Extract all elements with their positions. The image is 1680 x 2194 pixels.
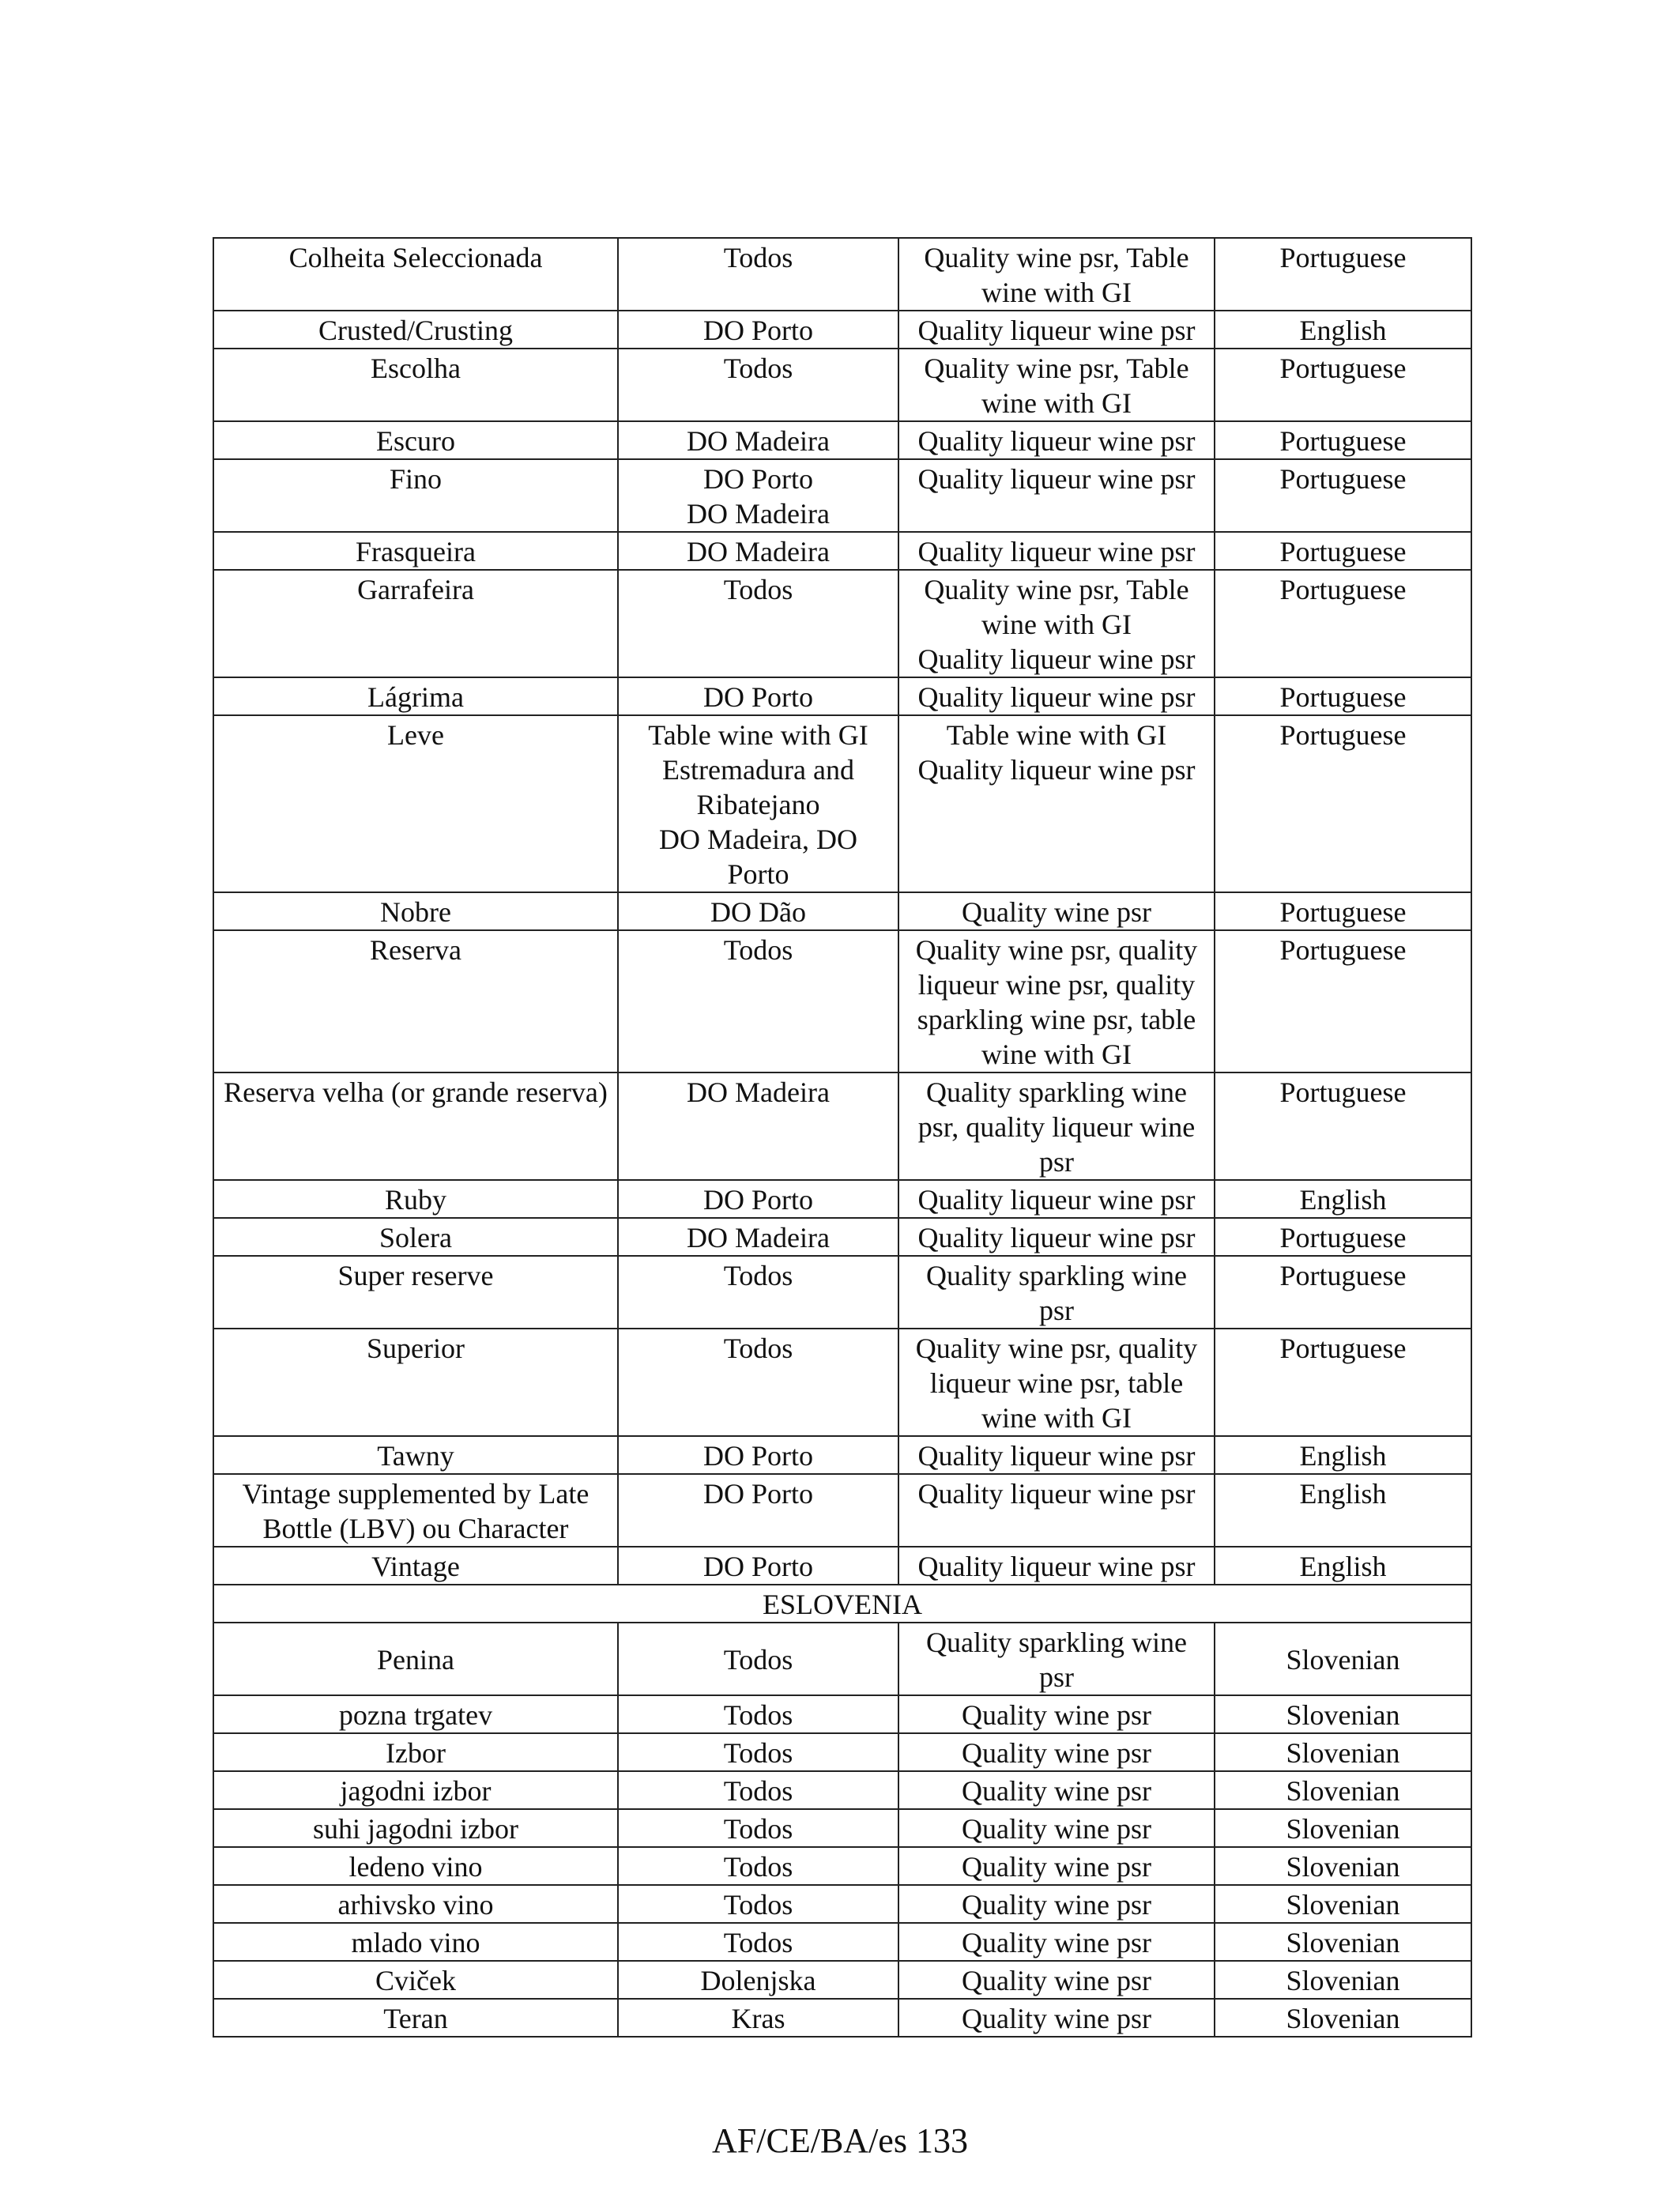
language-cell	[1215, 1474, 1471, 1547]
cell-line: Quality liqueur wine psr	[917, 315, 1196, 346]
category-cell	[898, 459, 1215, 532]
term-cell	[213, 1623, 618, 1695]
category-cell	[898, 421, 1215, 459]
applies-to-cell	[618, 311, 898, 349]
category-cell	[898, 1695, 1215, 1733]
table-row	[213, 459, 1471, 532]
category-cell	[898, 1436, 1215, 1474]
cell-line: Reserva velha (or grande reserva)	[224, 1076, 608, 1108]
language-cell	[1215, 1072, 1471, 1180]
language-cell	[1215, 1771, 1471, 1809]
cell-line: Quality wine psr	[962, 2003, 1151, 2034]
term-cell	[213, 1771, 618, 1809]
cell-line: Quality wine psr, quality liqueur wine psr, table wine with GI	[915, 1333, 1198, 1434]
category-cell	[898, 1733, 1215, 1771]
language-cell	[1215, 311, 1471, 349]
table-row	[213, 1695, 1471, 1733]
table-row	[213, 892, 1471, 930]
cell-line: Todos	[723, 1333, 793, 1364]
cell-line: Quality liqueur wine psr	[917, 1184, 1196, 1216]
cell-line: Escolha	[371, 352, 461, 384]
applies-to-cell	[618, 677, 898, 715]
category-cell	[898, 892, 1215, 930]
table-row	[213, 715, 1471, 892]
table-row	[213, 1623, 1471, 1695]
table-row	[213, 1072, 1471, 1180]
language-cell	[1215, 1695, 1471, 1733]
slovenia-section-heading-row	[213, 1585, 1471, 1623]
cell-line: Portuguese	[1279, 1076, 1407, 1108]
language-cell	[1215, 1256, 1471, 1329]
language-cell	[1215, 1436, 1471, 1474]
cell-line: Todos	[723, 1737, 793, 1769]
category-cell	[898, 1885, 1215, 1923]
term-cell	[213, 349, 618, 421]
language-cell	[1215, 1218, 1471, 1256]
cell-line: Slovenian	[1286, 1889, 1400, 1921]
language-cell	[1215, 532, 1471, 570]
cell-line: DO Porto	[703, 1551, 813, 1582]
applies-to-cell	[618, 1436, 898, 1474]
table-row	[213, 1809, 1471, 1847]
cell-line: Quality liqueur wine psr	[917, 463, 1196, 495]
cell-line: Fino	[389, 463, 443, 495]
cell-line: Quality wine psr	[962, 1699, 1151, 1731]
cell-line: DO Porto	[703, 463, 813, 495]
term-cell	[213, 1733, 618, 1771]
category-cell	[898, 1847, 1215, 1885]
language-cell	[1215, 1547, 1471, 1585]
cell-line: Quality wine psr	[962, 1775, 1151, 1807]
cell-line: Quality wine psr	[962, 1965, 1151, 1996]
term-cell	[213, 1547, 618, 1585]
language-cell	[1215, 349, 1471, 421]
cell-line: Todos	[723, 1260, 793, 1291]
cell-line: DO Madeira	[687, 425, 830, 457]
cell-line: Portuguese	[1279, 1333, 1407, 1364]
cell-line: Portuguese	[1279, 242, 1407, 273]
category-cell	[898, 1329, 1215, 1436]
cell-line: pozna trgatev	[338, 1699, 493, 1731]
table-row	[213, 570, 1471, 677]
cell-line: Todos	[723, 1699, 793, 1731]
applies-to-cell	[618, 1885, 898, 1923]
category-cell	[898, 1474, 1215, 1547]
language-cell	[1215, 892, 1471, 930]
category-cell	[898, 1180, 1215, 1218]
applies-to-cell	[618, 1329, 898, 1436]
table-row	[213, 238, 1471, 311]
category-cell	[898, 570, 1215, 677]
applies-to-cell	[618, 1771, 898, 1809]
cell-line: Quality sparkling wine psr	[926, 1627, 1187, 1693]
term-cell	[213, 1809, 618, 1847]
cell-line: DO Porto	[703, 315, 813, 346]
cell-line: Portuguese	[1279, 536, 1407, 567]
cell-line: Todos	[723, 1927, 793, 1958]
cell-line: Quality liqueur wine psr	[917, 643, 1196, 675]
cell-line: Portuguese	[1279, 1222, 1407, 1253]
table-row	[213, 1999, 1471, 2037]
cell-line: Quality wine psr	[962, 1737, 1151, 1769]
term-cell	[213, 1329, 618, 1436]
cell-line: Izbor	[386, 1737, 446, 1769]
cell-line: English	[1299, 1478, 1387, 1510]
cell-line: Cviček	[375, 1965, 456, 1996]
cell-line: English	[1299, 1184, 1387, 1216]
table-row	[213, 1474, 1471, 1547]
cell-line: mlado vino	[351, 1927, 480, 1958]
applies-to-cell	[618, 238, 898, 311]
cell-line: Crusted/Crusting	[318, 315, 513, 346]
applies-to-cell	[618, 1218, 898, 1256]
cell-line: DO Porto	[703, 681, 813, 713]
cell-line: Todos	[723, 1851, 793, 1883]
term-cell	[213, 1218, 618, 1256]
language-cell	[1215, 1923, 1471, 1961]
table-row	[213, 1329, 1471, 1436]
cell-line: Quality wine psr	[962, 1927, 1151, 1958]
applies-to-cell	[618, 1847, 898, 1885]
cell-line: Todos	[723, 574, 793, 605]
applies-to-cell	[618, 1961, 898, 1999]
table-row	[213, 311, 1471, 349]
category-cell	[898, 715, 1215, 892]
cell-line: Nobre	[380, 896, 451, 928]
applies-to-cell	[618, 1733, 898, 1771]
cell-line: Todos	[723, 1889, 793, 1921]
cell-line: Slovenian	[1286, 1851, 1400, 1883]
language-cell	[1215, 1180, 1471, 1218]
cell-line: DO Dão	[710, 896, 806, 928]
cell-line: Ruby	[384, 1184, 446, 1216]
term-cell	[213, 1961, 618, 1999]
term-cell	[213, 892, 618, 930]
cell-line: DO Madeira	[687, 1076, 830, 1108]
cell-line: Frasqueira	[356, 536, 476, 567]
cell-line: Quality liqueur wine psr	[917, 1222, 1196, 1253]
language-cell	[1215, 1999, 1471, 2037]
cell-line: Quality wine psr, Table wine with GI	[924, 242, 1189, 308]
cell-line: Slovenian	[1286, 1737, 1400, 1769]
cell-line: Vintage	[371, 1551, 460, 1582]
language-cell	[1215, 570, 1471, 677]
applies-to-cell	[618, 459, 898, 532]
cell-line: Portuguese	[1279, 934, 1407, 966]
cell-line: DO Madeira	[687, 498, 830, 530]
term-cell	[213, 1180, 618, 1218]
applies-to-cell	[618, 1474, 898, 1547]
category-cell	[898, 1547, 1215, 1585]
table-row	[213, 1436, 1471, 1474]
applies-to-cell	[618, 1623, 898, 1695]
table-row	[213, 421, 1471, 459]
cell-line: Portuguese	[1279, 681, 1407, 713]
cell-line: Portuguese	[1279, 896, 1407, 928]
language-cell	[1215, 459, 1471, 532]
cell-line: Reserva	[370, 934, 461, 966]
cell-line: Slovenian	[1286, 1927, 1400, 1958]
table-row	[213, 1885, 1471, 1923]
cell-line: Slovenian	[1286, 1965, 1400, 1996]
cell-line: DO Porto	[703, 1478, 813, 1510]
category-cell	[898, 349, 1215, 421]
cell-line: Table wine with GI	[946, 719, 1167, 751]
term-cell	[213, 570, 618, 677]
cell-line: Slovenian	[1286, 1699, 1400, 1731]
cell-line: Todos	[723, 1813, 793, 1845]
applies-to-cell	[618, 532, 898, 570]
section-heading: ESLOVENIA	[213, 1585, 1471, 1623]
wine-terms-table	[213, 237, 1472, 2038]
cell-line: Tawny	[377, 1440, 454, 1472]
language-cell	[1215, 1329, 1471, 1436]
table-row	[213, 930, 1471, 1072]
cell-line: Quality liqueur wine psr	[917, 754, 1196, 786]
category-cell	[898, 1771, 1215, 1809]
cell-line: Todos	[723, 242, 793, 273]
cell-line: jagodni izbor	[340, 1775, 492, 1807]
language-cell	[1215, 238, 1471, 311]
applies-to-cell	[618, 1547, 898, 1585]
cell-line: Portuguese	[1279, 425, 1407, 457]
cell-line: Quality wine psr, quality liqueur wine psr, quality sparkling wine psr, table wine with GI	[915, 934, 1198, 1070]
cell-line: Portuguese	[1279, 463, 1407, 495]
cell-line: Quality wine psr	[962, 896, 1151, 928]
language-cell	[1215, 421, 1471, 459]
cell-line: Escuro	[376, 425, 455, 457]
category-cell	[898, 1623, 1215, 1695]
category-cell	[898, 1256, 1215, 1329]
category-cell	[898, 1809, 1215, 1847]
table-row	[213, 677, 1471, 715]
term-cell	[213, 1256, 618, 1329]
cell-line: Garrafeira	[357, 574, 474, 605]
term-cell	[213, 715, 618, 892]
cell-line: suhi jagodni izbor	[313, 1813, 518, 1845]
applies-to-cell	[618, 892, 898, 930]
cell-line: Vintage supplemented by Late Bottle (LBV) ou Character	[242, 1478, 590, 1544]
applies-to-cell	[618, 715, 898, 892]
applies-to-cell	[618, 930, 898, 1072]
cell-line: Todos	[723, 1775, 793, 1807]
table-row	[213, 1547, 1471, 1585]
cell-line: Leve	[387, 719, 444, 751]
category-cell	[898, 1999, 1215, 2037]
term-cell	[213, 532, 618, 570]
category-cell	[898, 1961, 1215, 1999]
cell-line: Quality sparkling wine psr	[926, 1260, 1187, 1326]
cell-line: Portuguese	[1279, 352, 1407, 384]
term-cell	[213, 677, 618, 715]
applies-to-cell	[618, 1923, 898, 1961]
term-cell	[213, 1923, 618, 1961]
language-cell	[1215, 715, 1471, 892]
language-cell	[1215, 1733, 1471, 1771]
cell-line: Quality wine psr, Table wine with GI	[924, 574, 1189, 640]
cell-line: Quality wine psr	[962, 1813, 1151, 1845]
table-row	[213, 1847, 1471, 1885]
portugal-rows	[213, 238, 1471, 1585]
term-cell	[213, 459, 618, 532]
term-cell	[213, 1072, 618, 1180]
cell-line: ledeno vino	[348, 1851, 483, 1883]
cell-line: Quality liqueur wine psr	[917, 425, 1196, 457]
term-cell	[213, 1999, 618, 2037]
table-row	[213, 1256, 1471, 1329]
cell-line: Quality liqueur wine psr	[917, 1440, 1196, 1472]
cell-line: DO Porto	[703, 1184, 813, 1216]
category-cell	[898, 1218, 1215, 1256]
cell-line: Quality wine psr, Table wine with GI	[924, 352, 1189, 419]
cell-line: Solera	[379, 1222, 452, 1253]
applies-to-cell	[618, 1072, 898, 1180]
cell-line: Slovenian	[1286, 1644, 1400, 1676]
cell-line: DO Madeira	[687, 1222, 830, 1253]
cell-line: Superior	[367, 1333, 465, 1364]
language-cell	[1215, 1809, 1471, 1847]
language-cell	[1215, 1623, 1471, 1695]
category-cell	[898, 311, 1215, 349]
table-row	[213, 1218, 1471, 1256]
cell-line: DO Madeira	[687, 536, 830, 567]
language-cell	[1215, 677, 1471, 715]
table-row	[213, 349, 1471, 421]
cell-line: Portuguese	[1279, 719, 1407, 751]
cell-line: Lágrima	[367, 681, 464, 713]
cell-line: Quality wine psr	[962, 1889, 1151, 1921]
term-cell	[213, 1885, 618, 1923]
term-cell	[213, 1847, 618, 1885]
cell-line: arhivsko vino	[337, 1889, 494, 1921]
cell-line: Todos	[723, 934, 793, 966]
applies-to-cell	[618, 1809, 898, 1847]
cell-line: Slovenian	[1286, 2003, 1400, 2034]
cell-line: DO Porto	[703, 1440, 813, 1472]
cell-line: English	[1299, 1440, 1387, 1472]
language-cell	[1215, 1847, 1471, 1885]
cell-line: Kras	[731, 2003, 785, 2034]
category-cell	[898, 1923, 1215, 1961]
cell-line: Dolenjska	[700, 1965, 816, 1996]
applies-to-cell	[618, 1999, 898, 2037]
term-cell	[213, 1436, 618, 1474]
language-cell	[1215, 930, 1471, 1072]
category-cell	[898, 930, 1215, 1072]
cell-line: Portuguese	[1279, 574, 1407, 605]
applies-to-cell	[618, 1695, 898, 1733]
cell-line: Slovenian	[1286, 1775, 1400, 1807]
cell-line: Quality liqueur wine psr	[917, 681, 1196, 713]
cell-line: English	[1299, 1551, 1387, 1582]
cell-line: Colheita Seleccionada	[288, 242, 543, 273]
cell-line: DO Madeira, DO Porto	[659, 824, 857, 890]
language-cell	[1215, 1961, 1471, 1999]
category-cell	[898, 238, 1215, 311]
page-footer: AF/CE/BA/es 133	[712, 2121, 968, 2160]
applies-to-cell	[618, 1256, 898, 1329]
category-cell	[898, 1072, 1215, 1180]
applies-to-cell	[618, 570, 898, 677]
table-row	[213, 1961, 1471, 1999]
cell-line: Super reserve	[337, 1260, 494, 1291]
category-cell	[898, 532, 1215, 570]
term-cell	[213, 421, 618, 459]
cell-line: English	[1299, 315, 1387, 346]
table-row	[213, 532, 1471, 570]
cell-line: Table wine with GI Estremadura and Ribatejano	[648, 719, 868, 820]
table-row	[213, 1771, 1471, 1809]
cell-line: Quality liqueur wine psr	[917, 1551, 1196, 1582]
term-cell	[213, 1474, 618, 1547]
table-row	[213, 1180, 1471, 1218]
table-row	[213, 1923, 1471, 1961]
term-cell	[213, 1695, 618, 1733]
cell-line: Todos	[723, 352, 793, 384]
cell-line: Quality sparkling wine psr, quality liqueur wine psr	[917, 1076, 1196, 1178]
term-cell	[213, 311, 618, 349]
cell-line: Teran	[383, 2003, 448, 2034]
cell-line: Portuguese	[1279, 1260, 1407, 1291]
cell-line: Quality wine psr	[962, 1851, 1151, 1883]
applies-to-cell	[618, 1180, 898, 1218]
category-cell	[898, 677, 1215, 715]
slovenia-rows	[213, 1623, 1471, 2037]
language-cell	[1215, 1885, 1471, 1923]
cell-line: Penina	[377, 1644, 454, 1676]
cell-line: Quality liqueur wine psr	[917, 536, 1196, 567]
applies-to-cell	[618, 349, 898, 421]
term-cell	[213, 930, 618, 1072]
table-row	[213, 1733, 1471, 1771]
cell-line: Slovenian	[1286, 1813, 1400, 1845]
term-cell	[213, 238, 618, 311]
cell-line: Todos	[723, 1644, 793, 1676]
cell-line: Quality liqueur wine psr	[917, 1478, 1196, 1510]
applies-to-cell	[618, 421, 898, 459]
